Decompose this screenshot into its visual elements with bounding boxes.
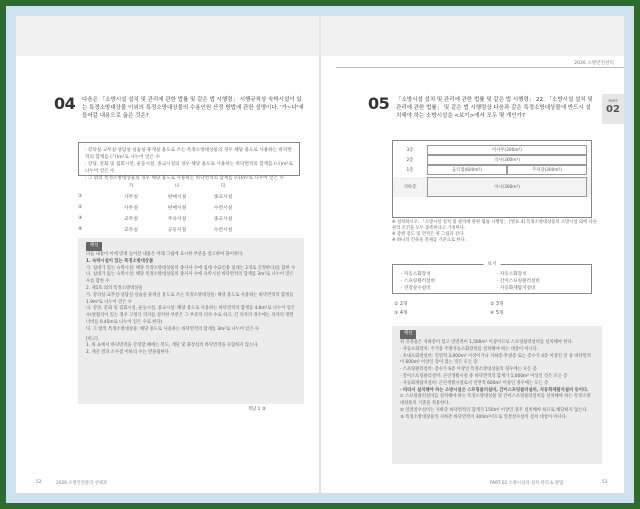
- explanation-line: ③ 특정소방대상물의 지하층 바닥면적이 300m²이므로 연결살수설비 설치 대상이 아니다.: [400, 414, 568, 420]
- question-number: 04: [54, 94, 76, 113]
- explanation-line: 나. 강당, 문화 및 집회시설, 운동시설, 종교시설: 해당 용도로 사용하는 바닥면적의 합계를 4.6m²로 나누어 얻은 수(관람석이 있는 경우 고정식 의자를 설치한 부분은 그 부분의 의자 수로 하고, 긴 의자의 경우에는 의자의 정면너비를 0.45m로 나누어 얻은 수로 한다): [86, 306, 295, 325]
- choice-cell: 수련시설: [213, 206, 233, 211]
- floor-label: 1층: [406, 168, 414, 173]
- explanation-line: 2. 계산 결과 소수점 이하의 수는 반올림한다.: [86, 350, 171, 356]
- question-text: 다음은 「소방시설 설치 및 관리에 관한 법률 및 같은 법 시행령」 시행규칙상 숙박시설이 있는 특정소방대상물 이외의 특정소방대상물의 수용인원 산정 방법에 관한 설명이다. '가~다'에 들어갈 내용으로 옳은 것은?: [82, 97, 304, 119]
- bogi-item: · 자동소화장치: [497, 272, 527, 277]
- explanation-box: [78, 238, 304, 404]
- floor-cell: 의사(300m²): [427, 155, 587, 165]
- explanation-line: · 자동소화장치: 주거용 주방자동소화장치를 설치해야 하는 대상이 아니다.: [400, 346, 539, 352]
- floor-label: 지하층: [403, 185, 417, 190]
- explanation-line: [비고]: [86, 336, 98, 342]
- bogi-item: · 간이스프링클러설비: [497, 279, 540, 284]
- running-header: 2026 소방안전관리: [574, 61, 614, 66]
- floor-row: [393, 177, 591, 197]
- floor-cell: 이사무(300m²): [427, 145, 587, 155]
- choice-row[interactable]: [78, 224, 246, 235]
- floor-cell: 음식점(600m²): [427, 165, 507, 175]
- left-book-title: 2026 소방안전관리 선택과: [56, 481, 108, 486]
- explanation-line: ① 스프링클러설비를 설치해야 하는 특정소방대상물 및 간이스프링클러설비를 설치해야 하는 특정소방대상물의 기준을 적용한다.: [400, 394, 591, 407]
- explanation-line: 1. 숙박시설이 있는 특정소방대상물: [86, 258, 154, 264]
- choice-number: ③: [78, 216, 83, 221]
- choice-cell: 주유시설: [167, 217, 187, 222]
- choice-cell: 교무실: [124, 228, 138, 233]
- choice-cell: 판매시설: [167, 206, 187, 211]
- part-tab-label: PART: [608, 98, 618, 103]
- part-tab-number: 02: [606, 104, 620, 115]
- choice-table: [78, 180, 246, 235]
- box-line: · 그 밖의 특정소방대상물의 경우 해당 용도로 사용하는 바닥면적의 합계를 (다)m²로 나누어 얻은 수: [85, 176, 284, 181]
- right-page: [322, 56, 624, 493]
- diagram-notes: [392, 220, 602, 244]
- right-page-number: 53: [602, 480, 608, 485]
- left-page: [16, 56, 318, 493]
- bogi-item: · 자동소화장치: [401, 272, 431, 277]
- bogi-box: [392, 264, 592, 294]
- floor-row: [393, 145, 591, 155]
- explanation-line: · 스프링클러설비: 층수가 6층 이상인 특정소방대상물의 경우에는 모든 층: [400, 367, 537, 373]
- answer-choices: [394, 300, 594, 318]
- choice-number: ①: [78, 194, 83, 199]
- explanation-line: 다음 내용이 이에 맞게 들어갈 내용은 아래 그림에 표시한 부분을 참고하여 풀이한다.: [86, 252, 244, 257]
- explanation-line: 1. 위 표에서 바닥면적을 산정할 때에는 복도, 계단 및 화장실의 바닥면적을 포함하지 않는다.: [86, 343, 259, 349]
- box-line: · 강당, 문화 및 집회시설, 운동시설, 종교시설의 경우 해당 용도로 사용하는 바닥면적의 합계를 (나)m²로 나누어 얻은 수: [85, 162, 293, 174]
- explanation-tag: 해설: [86, 242, 102, 251]
- bogi-item: · 자동화재탐지설비: [497, 286, 536, 291]
- explanation-line: ② 연결살수설비는 지하층 바닥면적의 합계가 150m² 이상인 경우 설치해야 하므로 해당하지 않는다.: [400, 407, 588, 413]
- choice-header: 나: [174, 184, 180, 189]
- answer-choice[interactable]: ② 3개: [490, 302, 504, 307]
- choice-row[interactable]: [78, 213, 246, 224]
- explanation-line: · 옥내소화전설비: 연면적 3,000m² 이상이거나 지하층·무창층 또는 층수가 4층 이상인 것 중 바닥면적이 600m² 이상인 층이 있는 것은 모든 층: [400, 353, 591, 366]
- explanation-line: 가. 강의실·교무실·상담실·실습실·휴게실 용도로 쓰는 특정소방대상물: 해당 용도로 사용하는 바닥면적의 합계를 1.9m²로 나누어 얻은 수: [86, 292, 294, 305]
- floor-label: 3층: [406, 148, 414, 153]
- building-diagram: [392, 140, 592, 218]
- answer-choice[interactable]: ④ 5개: [490, 311, 504, 316]
- bogi-item: · 연결살수설비: [401, 286, 431, 291]
- explanation-box: [392, 326, 602, 464]
- explanation-tag: 해설: [400, 330, 416, 339]
- explanation-line: 2. 제1호 외의 특정소방대상물: [86, 285, 143, 291]
- choice-row[interactable]: [78, 191, 246, 202]
- answer-choice[interactable]: ③ 4개: [394, 311, 408, 316]
- explanation-line: 다. 그 밖의 특정소방대상물: 해당 용도로 사용하는 바닥면적의 합계를 3m²로 나누어 얻은 수: [86, 326, 260, 332]
- floor-cell: 이시(300m²): [427, 177, 587, 197]
- choice-cell: 교무실: [124, 217, 138, 222]
- floor-label: 2층: [406, 158, 414, 163]
- question-box: [78, 142, 300, 181]
- answer-label: 정답 1 ③: [248, 407, 266, 412]
- choice-cell: 종교시설: [213, 195, 233, 200]
- choice-cell: 종교시설: [213, 217, 233, 222]
- box-line: · 강의실·교무실·상담실·실습실·휴게실 용도로 쓰는 특정소방대상물의 경우 해당 용도로 사용하는 바닥면적의 합계를 (가)m²로 나누어 얻은 수: [85, 148, 292, 160]
- page-gutter: [319, 16, 321, 493]
- bogi-title: 보기: [484, 261, 501, 267]
- choice-row[interactable]: [78, 202, 246, 213]
- choice-header: 가: [128, 184, 134, 189]
- diagram-note: ※ 층별 용도 및 면적은 위 그림과 같다.: [392, 232, 465, 237]
- left-page-number: 52: [36, 480, 42, 485]
- bogi-item: · 스프링클러설비: [401, 279, 435, 284]
- explanation-line: · 따라서 설치해야 하는 소방시설은 스프링클러설비, 간이스프링클러설비, 자동화재탐지설비 등이다.: [400, 387, 589, 393]
- floor-cell: 주차장(300m²): [507, 165, 587, 175]
- diagram-note: ※ 하나의 건축물 전체를 기준으로 한다.: [392, 238, 467, 243]
- question-number: 05: [368, 94, 390, 113]
- explanation-line: 가. 침대가 있는 숙박시설: 해당 특정소방대상물의 종사자 수에 침대 수(2인용 침대는 2개로 산정한다)를 합한 수: [86, 265, 296, 271]
- choice-cell: 수련시설: [213, 228, 233, 233]
- floor-row: [393, 165, 591, 175]
- choice-cell: 사무실: [124, 195, 138, 200]
- choice-number: ②: [78, 205, 83, 210]
- choice-header-row: [78, 180, 246, 191]
- question-text: 「소방시설 설치 및 관리에 관한 법률 및 같은 법 시행령」 22. 「소방시설 설치 및 관리에 관한 법률」 및 같은 법 시행령상 다음과 같은 특정소방대상물에 반드시 설치해야 하는 소방시설을 <보기>에서 모두 몇 개인가?: [396, 97, 593, 119]
- floor-row: [393, 155, 591, 165]
- right-part-title: PART 02 소방시설의 설치 관리 & 방법: [490, 481, 564, 486]
- explanation-line: 위 건축물은 지하층이 있고 연면적이 1,500m² 이상이므로 스프링클러설비를 설치해야 한다.: [400, 340, 573, 345]
- choice-number: ④: [78, 227, 83, 232]
- explanation-line: · 자동화재탐지설비: 근린생활시설로서 연면적 600m² 이상인 경우에는 모든 층: [400, 380, 549, 386]
- answer-choice[interactable]: ① 2개: [394, 302, 408, 307]
- choice-cell: 공동시설: [167, 228, 187, 233]
- choice-cell: 판매시설: [167, 195, 187, 200]
- choice-header: 다: [220, 184, 226, 189]
- explanation-line: 나. 침대가 없는 숙박시설: 해당 특정소방대상물의 종사자 수에 숙박시설 바닥면적의 합계를 3m²로 나누어 얻은 수를 합한 수: [86, 272, 294, 285]
- book-spread: [16, 16, 624, 493]
- diagram-note: ※ 설치하시오: 「소방시설 설치 및 관리에 관한 법률 시행령」 [별표 4] 특정소방대상물의 소방시설 외에 다른 관리 조건을 모두 충족한다고 가정한다.: [392, 220, 597, 231]
- choice-cell: 사무실: [124, 206, 138, 211]
- explanation-line: · 간이스프링클러설비: 근린생활시설 중 바닥면적의 합계가 1,000m² 이상인 것은 모든 층: [400, 373, 568, 379]
